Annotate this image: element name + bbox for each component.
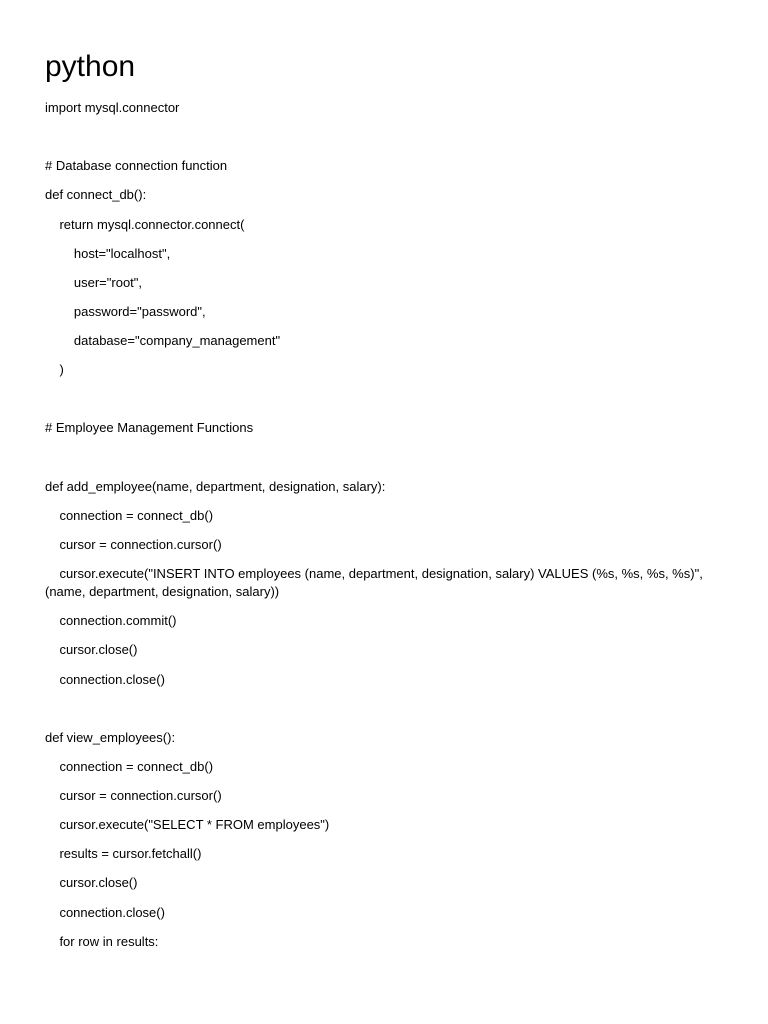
code-line: # Database connection function bbox=[45, 158, 228, 173]
code-line: for row in results: bbox=[45, 934, 159, 949]
code-line: cursor = connection.cursor() bbox=[45, 537, 222, 552]
code-line: ) bbox=[45, 362, 64, 377]
code-line: def view_employees(): bbox=[45, 730, 176, 745]
document-title: python bbox=[45, 50, 136, 83]
code-line: return mysql.connector.connect( bbox=[45, 217, 245, 232]
code-line: database="company_management" bbox=[45, 333, 281, 348]
code-line: host="localhost", bbox=[45, 246, 171, 261]
code-line: # Employee Management Functions bbox=[45, 420, 254, 435]
code-line: def add_employee(name, department, designation, salary): bbox=[45, 479, 386, 494]
code-line: cursor.execute("SELECT * FROM employees") bbox=[45, 817, 330, 832]
code-line: user="root", bbox=[45, 275, 143, 290]
code-line: connection.commit() bbox=[45, 613, 177, 628]
code-line: def connect_db(): bbox=[45, 187, 147, 202]
code-line: connection = connect_db() bbox=[45, 759, 214, 774]
code-line: connection = connect_db() bbox=[45, 508, 214, 523]
code-line: import mysql.connector bbox=[45, 100, 180, 115]
code-line: password="password", bbox=[45, 304, 206, 319]
code-line: connection.close() bbox=[45, 905, 165, 920]
code-line: cursor.close() bbox=[45, 642, 138, 657]
code-line: cursor.execute("INSERT INTO employees (name, department, designation, salary) VALUES (%s, %s, %s, %s)", (name, department, designation, salary)) bbox=[45, 566, 707, 599]
code-line: connection.close() bbox=[45, 672, 165, 687]
code-line: cursor.close() bbox=[45, 875, 138, 890]
code-line: results = cursor.fetchall() bbox=[45, 846, 202, 861]
code-line: cursor = connection.cursor() bbox=[45, 788, 222, 803]
